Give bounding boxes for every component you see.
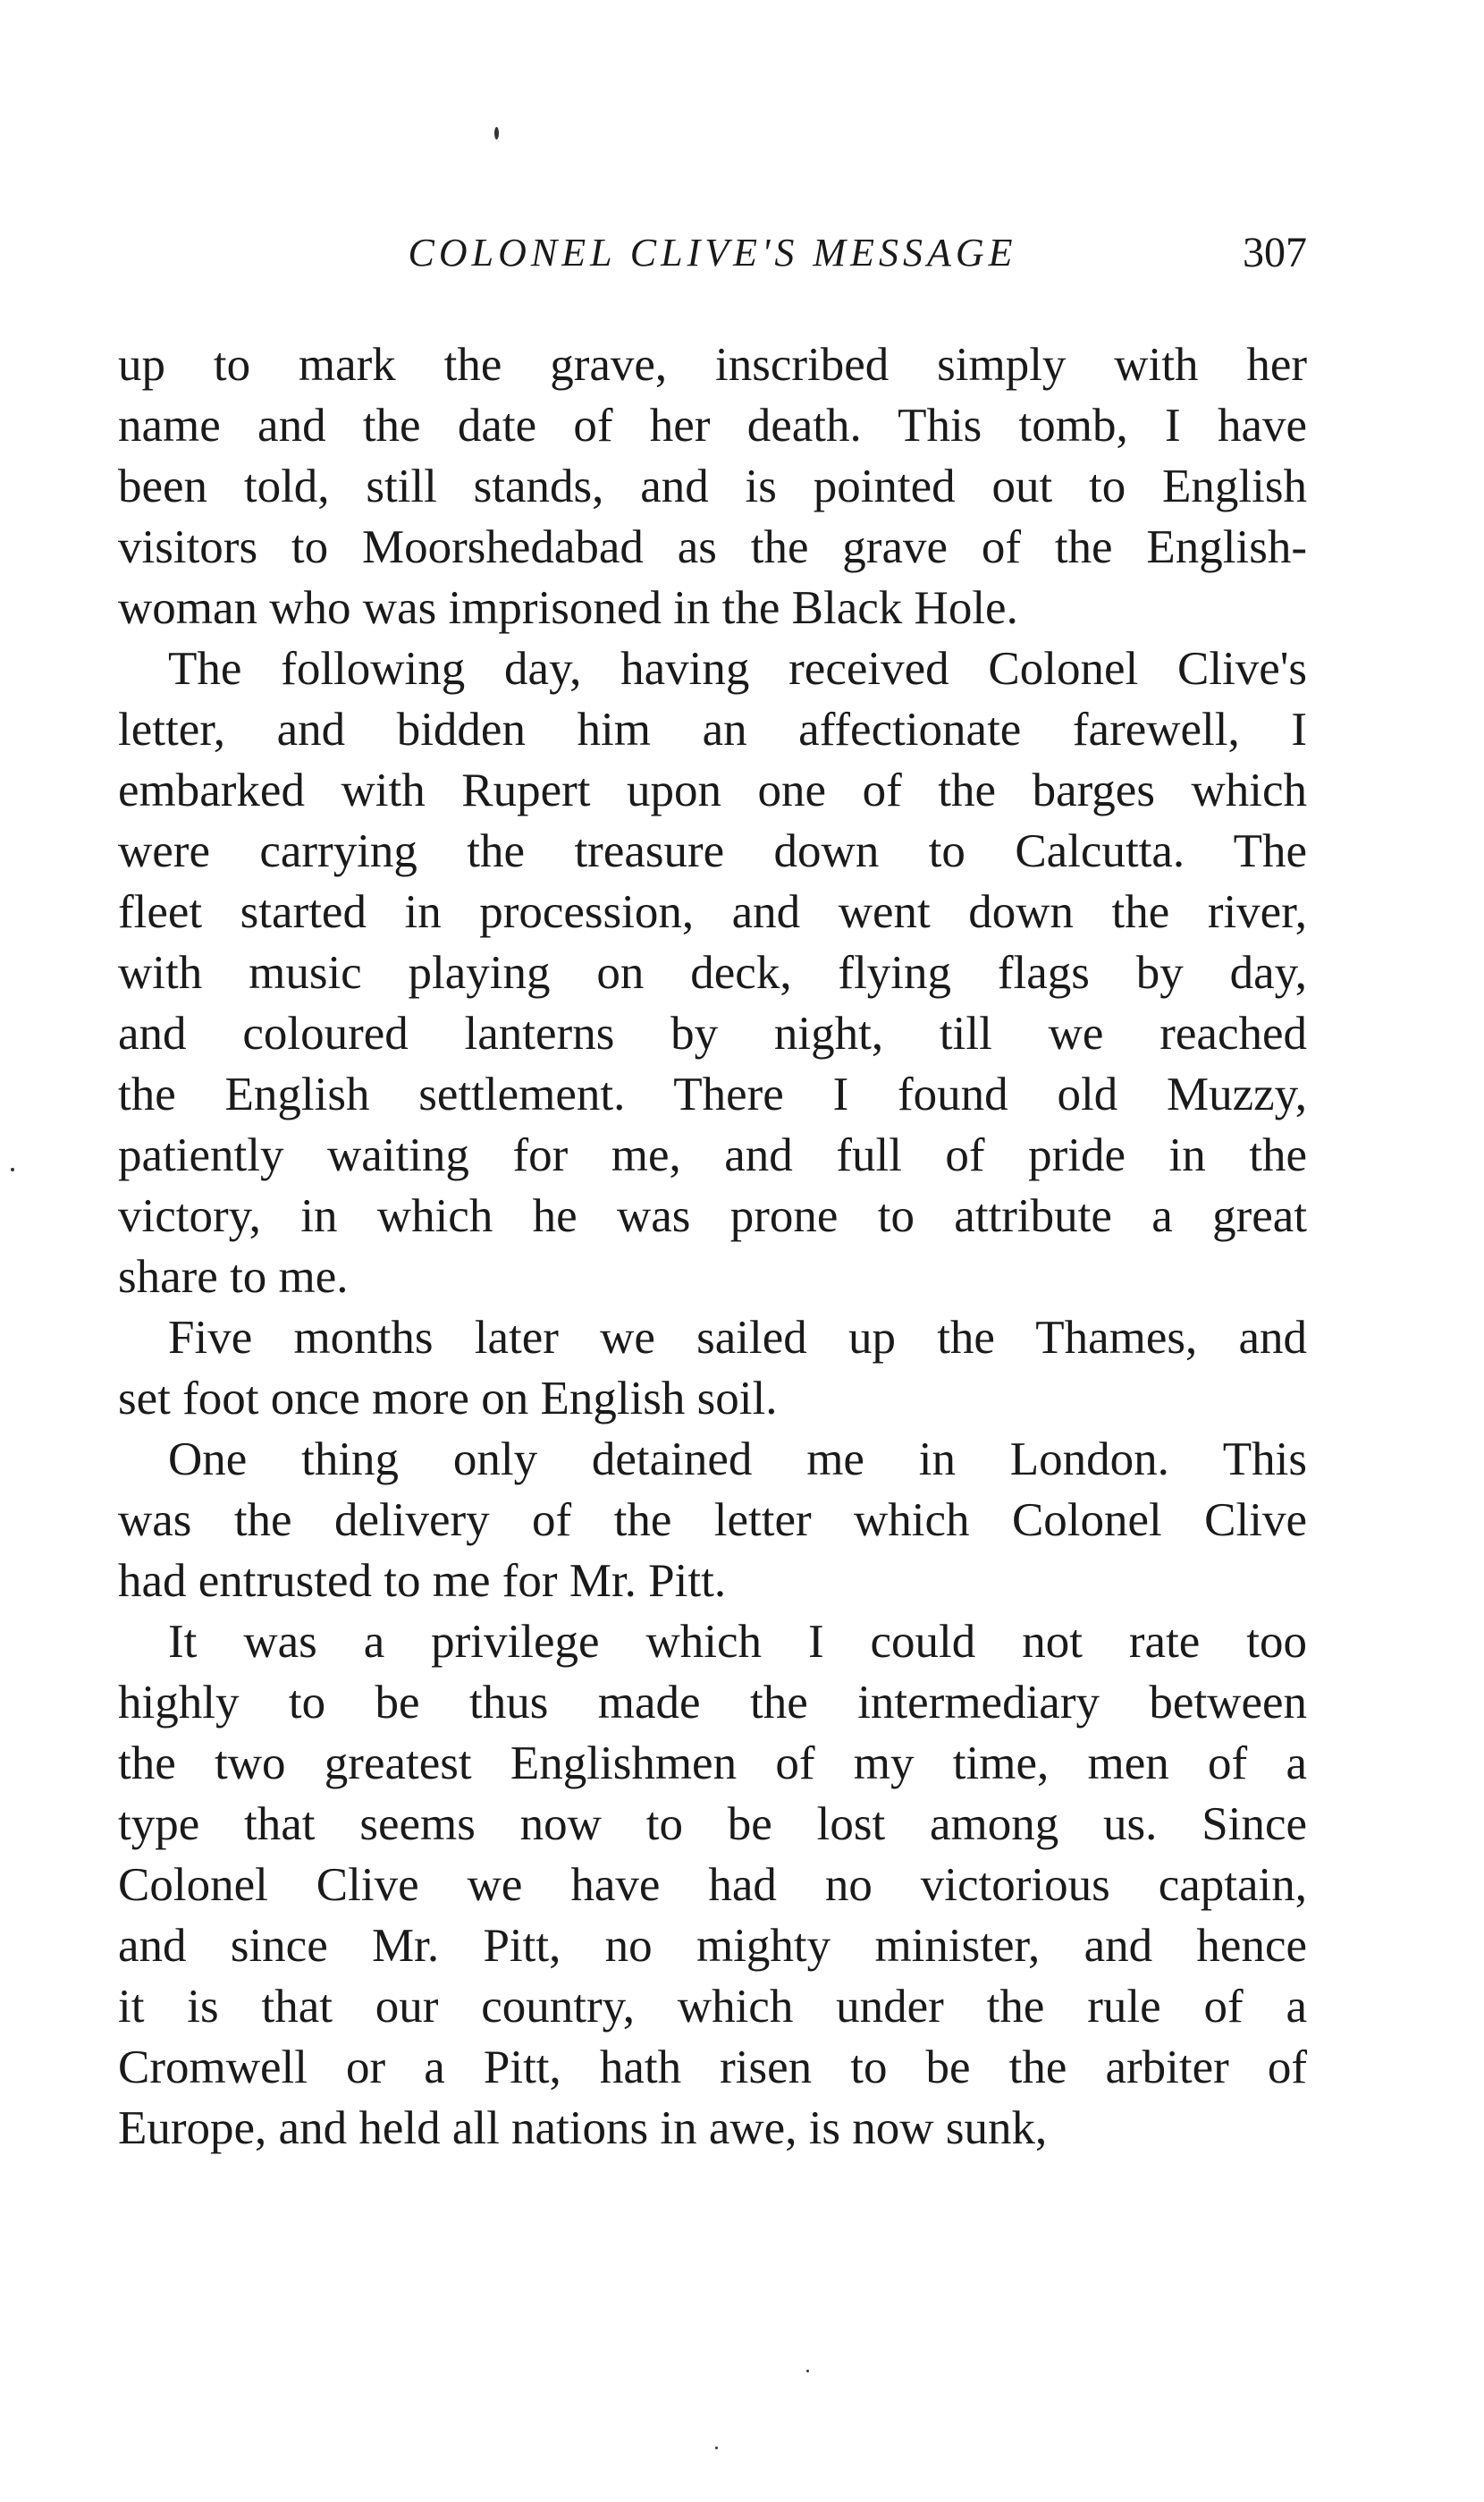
text-line: Cromwell or a Pitt, hath risen to be the arbiter of	[118, 2041, 1307, 2093]
paragraph	[118, 1429, 1307, 1611]
text-line: The following day, having received Colonel Clive's	[168, 643, 1307, 695]
running-head	[118, 222, 1307, 284]
text-line: letter, and bidden him an affectionate farewell, I	[118, 704, 1307, 756]
text-line: the English settlement. There I found old Muzzy,	[118, 1069, 1307, 1120]
paragraph	[118, 1611, 1307, 2159]
text-line: were carrying the treasure down to Calcutta. The	[118, 825, 1307, 877]
text-line: visitors to Moorshedabad as the grave of the English-	[118, 521, 1307, 573]
paragraph	[118, 1307, 1307, 1429]
ink-speck	[11, 1168, 14, 1171]
text-line: was the delivery of the letter which Colonel Clive	[118, 1494, 1307, 1546]
text-line: and since Mr. Pitt, no mighty minister, and hence	[118, 1920, 1307, 1972]
text-line: Five months later we sailed up the Thames, and	[168, 1312, 1307, 1364]
text-line: had entrusted to me for Mr. Pitt.	[118, 1555, 727, 1607]
ink-speck	[715, 2447, 718, 2449]
text-line: the two greatest Englishmen of my time, men of a	[118, 1737, 1307, 1789]
text-line: victory, in which he was prone to attribute a great	[118, 1190, 1307, 1242]
page-number: 307	[1243, 229, 1307, 276]
running-title: COLONEL CLIVE'S MESSAGE	[408, 231, 1017, 275]
text-line: been told, still stands, and is pointed out to English	[118, 461, 1307, 512]
text-line: name and the date of her death. This tomb, I have	[118, 400, 1307, 452]
text-line: set foot once more on English soil.	[118, 1373, 778, 1424]
text-line: with music playing on deck, flying flags by day,	[118, 947, 1307, 999]
text-line: it is that our country, which under the rule of a	[118, 1981, 1307, 2033]
text-line: woman who was imprisoned in the Black Hole.	[118, 582, 1018, 634]
text-line: It was a privilege which I could not rate too	[168, 1616, 1307, 1668]
text-line: up to mark the grave, inscribed simply with her	[118, 339, 1307, 391]
body-text	[118, 334, 1307, 2159]
text-line: Europe, and held all nations in awe, is now sunk,	[118, 2102, 1048, 2154]
ink-speck	[494, 127, 499, 139]
paragraph	[118, 334, 1307, 638]
ink-speck	[806, 2370, 809, 2372]
text-line: Colonel Clive we have had no victorious captain,	[118, 1859, 1307, 1911]
text-line: fleet started in procession, and went down the river,	[118, 886, 1307, 938]
text-line: and coloured lanterns by night, till we reached	[118, 1008, 1307, 1060]
text-line: patiently waiting for me, and full of pride in the	[118, 1129, 1307, 1181]
text-line: type that seems now to be lost among us. Since	[118, 1798, 1307, 1850]
paragraph	[118, 638, 1307, 1307]
text-line: share to me.	[118, 1251, 349, 1303]
text-line: One thing only detained me in London. This	[168, 1433, 1307, 1485]
text-line: highly to be thus made the intermediary between	[118, 1677, 1307, 1729]
text-line: embarked with Rupert upon one of the barges which	[118, 765, 1307, 816]
